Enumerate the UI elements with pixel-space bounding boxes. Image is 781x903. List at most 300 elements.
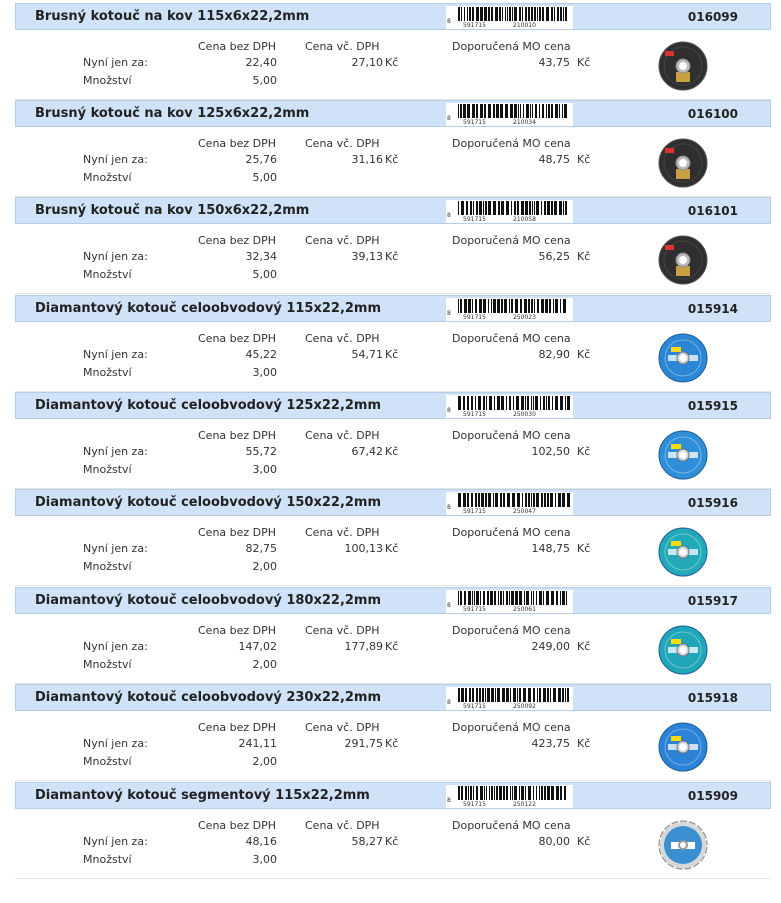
barcode-bar [489, 396, 492, 410]
price-recommended-label: Doporučená MO cena [452, 624, 571, 637]
barcode-bar [464, 591, 466, 605]
barcode-bar [522, 7, 523, 21]
barcode-bar [493, 493, 494, 507]
barcode-digits-left: 591715 [463, 411, 486, 418]
barcode [446, 298, 573, 321]
barcode-bar [531, 299, 533, 313]
barcode-bar [555, 396, 558, 410]
currency-recommended: Kč [577, 56, 591, 69]
quantity-value: 5,00 [252, 74, 277, 87]
barcode-bar [548, 396, 550, 410]
barcode-bar [501, 396, 504, 410]
barcode-bar [505, 104, 508, 118]
barcode-bar [531, 493, 532, 507]
barcode-bar [458, 786, 460, 800]
product-item [15, 3, 771, 100]
disc-logo [671, 347, 681, 352]
now-only-label: Nyní jen za: [83, 445, 148, 458]
barcode-bar [515, 591, 518, 605]
product-header [15, 684, 771, 711]
barcode-digits-left: 591715 [463, 606, 486, 613]
barcode-digit-prefix: 8 [447, 699, 451, 706]
barcode-bar [506, 396, 507, 410]
barcode-bars [458, 299, 570, 313]
barcode-bar [525, 396, 526, 410]
barcode-digits-left: 591715 [463, 22, 486, 29]
price-net-label: Cena bez DPH [198, 234, 277, 247]
barcode-bar [562, 591, 565, 605]
quantity-value: 2,00 [252, 560, 277, 573]
barcode-digits-right: 210034 [513, 119, 536, 126]
barcode-bar [463, 104, 466, 118]
barcode-bar [533, 591, 534, 605]
barcode-digit-prefix: 8 [447, 212, 451, 219]
barcode-bar [565, 688, 566, 702]
barcode-bar [519, 591, 522, 605]
barcode-bar [484, 7, 487, 21]
barcode-bar [510, 786, 511, 800]
product-item [15, 489, 771, 586]
barcode-bar [543, 688, 546, 702]
barcode-bar [501, 299, 503, 313]
barcode-bar [556, 786, 559, 800]
barcode-bar [498, 201, 500, 215]
barcode [446, 492, 573, 515]
price-net-label: Cena bez DPH [198, 137, 277, 150]
barcode-bar [469, 7, 471, 21]
disc-logo [671, 541, 681, 546]
price-net-value: 32,34 [245, 250, 277, 263]
barcode-bar [480, 786, 483, 800]
currency-recommended: Kč [577, 348, 591, 361]
currency-recommended: Kč [577, 445, 591, 458]
barcode-bar [525, 201, 528, 215]
barcode-bar [534, 299, 535, 313]
product-item [15, 684, 771, 781]
barcode-bar [482, 688, 484, 702]
barcode-bar [532, 104, 533, 118]
barcode-bar [497, 299, 500, 313]
disc-hole [680, 842, 686, 848]
barcode-bar [479, 201, 482, 215]
price-gross-value: 177,89 [344, 640, 383, 653]
barcode-bar [499, 7, 501, 21]
barcode-bar [478, 396, 481, 410]
quantity-value: 3,00 [252, 366, 277, 379]
barcode-bar [474, 591, 475, 605]
product-item [15, 100, 771, 197]
barcode-bar [551, 104, 553, 118]
barcode-bar [491, 7, 493, 21]
price-recommended-label: Doporučená MO cena [452, 137, 571, 150]
barcode-bar [548, 104, 550, 118]
barcode-bar [551, 201, 553, 215]
barcode-bars [458, 493, 570, 507]
barcode-bar [464, 7, 465, 21]
product-code: 015909 [687, 789, 738, 803]
barcode-bar [547, 786, 550, 800]
product-image[interactable] [658, 333, 708, 383]
barcode-bar [497, 396, 500, 410]
barcode-bar [544, 493, 546, 507]
barcode-bar [559, 104, 560, 118]
disc-hole [680, 744, 687, 751]
product-name[interactable]: Diamantový kotouč segmentový 115x22,2mm [35, 788, 370, 803]
barcode-bar [521, 396, 524, 410]
barcode-bars [458, 104, 570, 118]
barcode-bar [495, 688, 496, 702]
barcode-bar [541, 201, 542, 215]
barcode-bar [547, 493, 549, 507]
now-only-label: Nyní jen za: [83, 348, 148, 361]
product-name[interactable]: Diamantový kotouč celoobvodový 115x22,2mm [35, 301, 382, 316]
price-recommended-label: Doporučená MO cena [452, 429, 571, 442]
price-recommended-value: 80,00 [538, 835, 570, 848]
disc-hole [679, 62, 687, 70]
barcode [446, 103, 573, 126]
product-name[interactable]: Diamantový kotouč celoobvodový 230x22,2mm [35, 690, 382, 705]
barcode-digits-right: 250122 [513, 801, 536, 808]
barcode-bar [551, 7, 553, 21]
barcode-bars [458, 201, 570, 215]
price-net-label: Cena bez DPH [198, 526, 277, 539]
barcode-bar [528, 786, 531, 800]
disc-logo [665, 245, 674, 250]
barcode-bar [491, 688, 494, 702]
barcode-bar [563, 7, 564, 21]
barcode-bar [494, 591, 496, 605]
barcode-bar [519, 688, 521, 702]
barcode-digits-right: 250061 [513, 606, 536, 613]
currency-gross: Kč [385, 542, 399, 555]
barcode-bar [564, 104, 567, 118]
barcode-bar [519, 7, 521, 21]
currency-recommended: Kč [577, 835, 591, 848]
barcode-bar [525, 7, 527, 21]
barcode-bar [488, 299, 489, 313]
product-image[interactable] [658, 430, 708, 480]
barcode-bar [480, 104, 483, 118]
barcode-bar [550, 688, 551, 702]
barcode-bar [511, 201, 512, 215]
barcode-bar [496, 104, 499, 118]
barcode-bar [553, 299, 554, 313]
barcode-bar [541, 493, 543, 507]
currency-gross: Kč [385, 250, 399, 263]
product-item [15, 392, 771, 489]
barcode-bar [458, 396, 461, 410]
barcode-bar [509, 299, 510, 313]
barcode-bar [485, 201, 487, 215]
barcode-bar [516, 396, 519, 410]
barcode-bar [547, 688, 549, 702]
barcode-bar [500, 104, 503, 118]
disc-logo [665, 148, 674, 153]
product-code: 015916 [687, 496, 738, 510]
barcode-bar [503, 786, 505, 800]
barcode-bar [536, 786, 537, 800]
price-gross-value: 54,71 [351, 348, 383, 361]
quantity-value: 3,00 [252, 853, 277, 866]
barcode-bar [531, 591, 532, 605]
barcode-bar [498, 591, 499, 605]
price-net-value: 241,11 [238, 737, 277, 750]
barcode-bar [479, 688, 481, 702]
barcode-bar [554, 7, 555, 21]
barcode-bar [565, 7, 567, 21]
barcode-bar [519, 786, 520, 800]
product-item [15, 587, 771, 684]
barcode-digits-right: 250023 [513, 314, 536, 321]
barcode-bar [546, 7, 549, 21]
barcode-bar [556, 591, 558, 605]
currency-recommended: Kč [577, 737, 591, 750]
price-net-value: 25,76 [245, 153, 277, 166]
barcode-bar [514, 104, 517, 118]
barcode-bar [539, 591, 542, 605]
now-only-label: Nyní jen za: [83, 542, 148, 555]
barcode-bar [564, 786, 566, 800]
price-recommended-label: Doporučená MO cena [452, 526, 571, 539]
item-divider [15, 878, 771, 879]
barcode-digits-right: 250092 [513, 703, 536, 710]
price-gross-label: Cena vč. DPH [305, 137, 380, 150]
disc-logo [665, 51, 674, 56]
price-gross-label: Cena vč. DPH [305, 526, 380, 539]
barcode-bar [534, 7, 536, 21]
barcode [446, 200, 573, 223]
barcode-bar [497, 688, 500, 702]
product-code: 015915 [687, 399, 738, 413]
barcode-bar [545, 299, 548, 313]
barcode-bar [489, 786, 490, 800]
barcode-digits-right: 250030 [513, 411, 536, 418]
barcode-bar [509, 396, 511, 410]
price-gross-value: 27,10 [351, 56, 383, 69]
barcode-bar [479, 299, 482, 313]
currency-gross: Kč [385, 348, 399, 361]
barcode-digits-left: 591715 [463, 119, 486, 126]
currency-gross: Kč [385, 640, 399, 653]
product-name[interactable]: Brusný kotouč na kov 150x6x22,2mm [35, 203, 310, 218]
price-gross-value: 291,75 [344, 737, 383, 750]
barcode-bar [476, 201, 478, 215]
barcode-digits-left: 591715 [463, 508, 486, 515]
barcode-bar [559, 201, 562, 215]
barcode-bar [563, 201, 564, 215]
product-name[interactable]: Brusný kotouč na kov 125x6x22,2mm [35, 106, 310, 121]
barcode-bar [461, 7, 462, 21]
price-recommended-value: 43,75 [538, 56, 570, 69]
barcode-bar [509, 591, 510, 605]
barcode-bar [526, 104, 529, 118]
price-gross-label: Cena vč. DPH [305, 234, 380, 247]
barcode-bar [467, 7, 468, 21]
barcode-bar [546, 396, 547, 410]
currency-recommended: Kč [577, 640, 591, 653]
disc-logo [671, 444, 681, 449]
barcode-bar [546, 104, 547, 118]
barcode-bar [483, 396, 485, 410]
barcode-bar [458, 493, 461, 507]
quantity-value: 5,00 [252, 171, 277, 184]
barcode-bar [484, 104, 486, 118]
product-name[interactable]: Brusný kotouč na kov 115x6x22,2mm [35, 9, 310, 24]
barcode-bar [471, 396, 473, 410]
now-only-label: Nyní jen za: [83, 56, 148, 69]
product-image[interactable] [658, 41, 708, 91]
barcode-bar [549, 299, 551, 313]
barcode-bar [527, 396, 529, 410]
barcode-bar [541, 786, 543, 800]
barcode-digit-prefix: 8 [447, 310, 451, 317]
barcode [446, 395, 573, 418]
barcode-bar [461, 786, 463, 800]
price-net-label: Cena bez DPH [198, 624, 277, 637]
currency-recommended: Kč [577, 250, 591, 263]
barcode-bar [461, 201, 464, 215]
disc-hole [679, 159, 687, 167]
barcode-bar [506, 688, 509, 702]
barcode-bar [537, 7, 538, 21]
price-recommended-label: Doporučená MO cena [452, 40, 571, 53]
product-image[interactable] [658, 820, 708, 870]
barcode-bar [503, 493, 505, 507]
price-recommended-value: 423,75 [531, 737, 570, 750]
item-divider [15, 293, 771, 294]
disc-hole [679, 256, 687, 264]
barcode-bar [552, 396, 553, 410]
barcode-bar [495, 7, 498, 21]
barcode-bar [517, 688, 518, 702]
product-image[interactable] [658, 138, 708, 188]
barcode-bar [567, 396, 570, 410]
barcode-bar [555, 299, 558, 313]
barcode-bar [551, 786, 554, 800]
barcode-bar [472, 299, 473, 313]
barcode-bar [464, 299, 467, 313]
now-only-label: Nyní jen za: [83, 250, 148, 263]
barcode-bar [476, 688, 478, 702]
barcode-bar [536, 493, 539, 507]
barcode-bar [558, 688, 561, 702]
barcode-bar [544, 201, 546, 215]
product-name[interactable]: Diamantový kotouč celoobvodový 180x22,2mm [35, 593, 382, 608]
barcode-bars [458, 7, 570, 21]
quantity-label: Množství [83, 463, 132, 476]
barcode-bar [521, 786, 524, 800]
product-image[interactable] [658, 722, 708, 772]
barcode-bar [532, 201, 533, 215]
barcode-digit-prefix: 8 [447, 407, 451, 414]
barcode-bar [513, 688, 516, 702]
barcode-bar [510, 688, 511, 702]
barcode-bar [539, 688, 541, 702]
barcode-bar [518, 104, 519, 118]
product-name[interactable]: Diamantový kotouč celoobvodový 125x22,2mm [35, 398, 382, 413]
product-image[interactable] [658, 527, 708, 577]
barcode-bar [481, 493, 484, 507]
barcode [446, 785, 573, 808]
price-recommended-label: Doporučená MO cena [452, 234, 571, 247]
barcode-bar [562, 493, 565, 507]
barcode-bar [533, 396, 534, 410]
barcode-bar [523, 104, 524, 118]
barcode-bar [566, 591, 567, 605]
barcode-bar [533, 786, 534, 800]
barcode-bars [458, 396, 570, 410]
barcode-bar [533, 493, 535, 507]
barcode-bar [543, 591, 544, 605]
barcode-bar [524, 591, 525, 605]
barcode-bar [563, 299, 566, 313]
barcode-bar [521, 201, 524, 215]
barcode-bar [475, 299, 477, 313]
currency-recommended: Kč [577, 542, 591, 555]
barcode-bar [541, 299, 544, 313]
barcode-bar [494, 396, 495, 410]
product-header [15, 587, 771, 614]
barcode-bar [530, 104, 531, 118]
barcode-bar [486, 396, 487, 410]
product-header [15, 782, 771, 809]
barcode-bar [567, 493, 570, 507]
barcode-bar [512, 786, 513, 800]
currency-recommended: Kč [577, 153, 591, 166]
barcode-bar [488, 7, 490, 21]
barcode-bar [543, 396, 545, 410]
barcode-bar [506, 786, 508, 800]
product-image[interactable] [658, 625, 708, 675]
price-recommended-label: Doporučená MO cena [452, 332, 571, 345]
barcode-bar [486, 786, 487, 800]
barcode-bar [493, 104, 495, 118]
barcode-bars [458, 591, 570, 605]
price-gross-value: 67,42 [351, 445, 383, 458]
barcode-bar [465, 786, 467, 800]
barcode-bar [500, 493, 502, 507]
barcode-bar [554, 201, 557, 215]
barcode-bar [562, 104, 563, 118]
barcode-bar [514, 201, 516, 215]
barcode-bar [539, 7, 541, 21]
product-name[interactable]: Diamantový kotouč celoobvodový 150x22,2mm [35, 495, 382, 510]
barcode-bar [560, 591, 561, 605]
barcode-bar [550, 493, 553, 507]
price-gross-label: Cena vč. DPH [305, 429, 380, 442]
price-net-value: 55,72 [245, 445, 277, 458]
barcode-bar [465, 688, 467, 702]
product-image[interactable] [658, 235, 708, 285]
currency-gross: Kč [385, 153, 399, 166]
barcode-bars [458, 786, 570, 800]
barcode-bar [558, 493, 561, 507]
price-gross-label: Cena vč. DPH [305, 624, 380, 637]
barcode-bar [517, 493, 520, 507]
barcode-bar [463, 493, 466, 507]
product-code: 015917 [687, 594, 738, 608]
barcode-bar [496, 786, 498, 800]
barcode-bar [539, 786, 540, 800]
barcode-bar [472, 104, 475, 118]
barcode-bar [560, 299, 561, 313]
barcode-bar [493, 201, 496, 215]
disc-logo [671, 736, 681, 741]
barcode-bar [485, 688, 486, 702]
barcode-bar [478, 493, 480, 507]
barcode-bar [467, 396, 469, 410]
barcode-bar [468, 299, 471, 313]
